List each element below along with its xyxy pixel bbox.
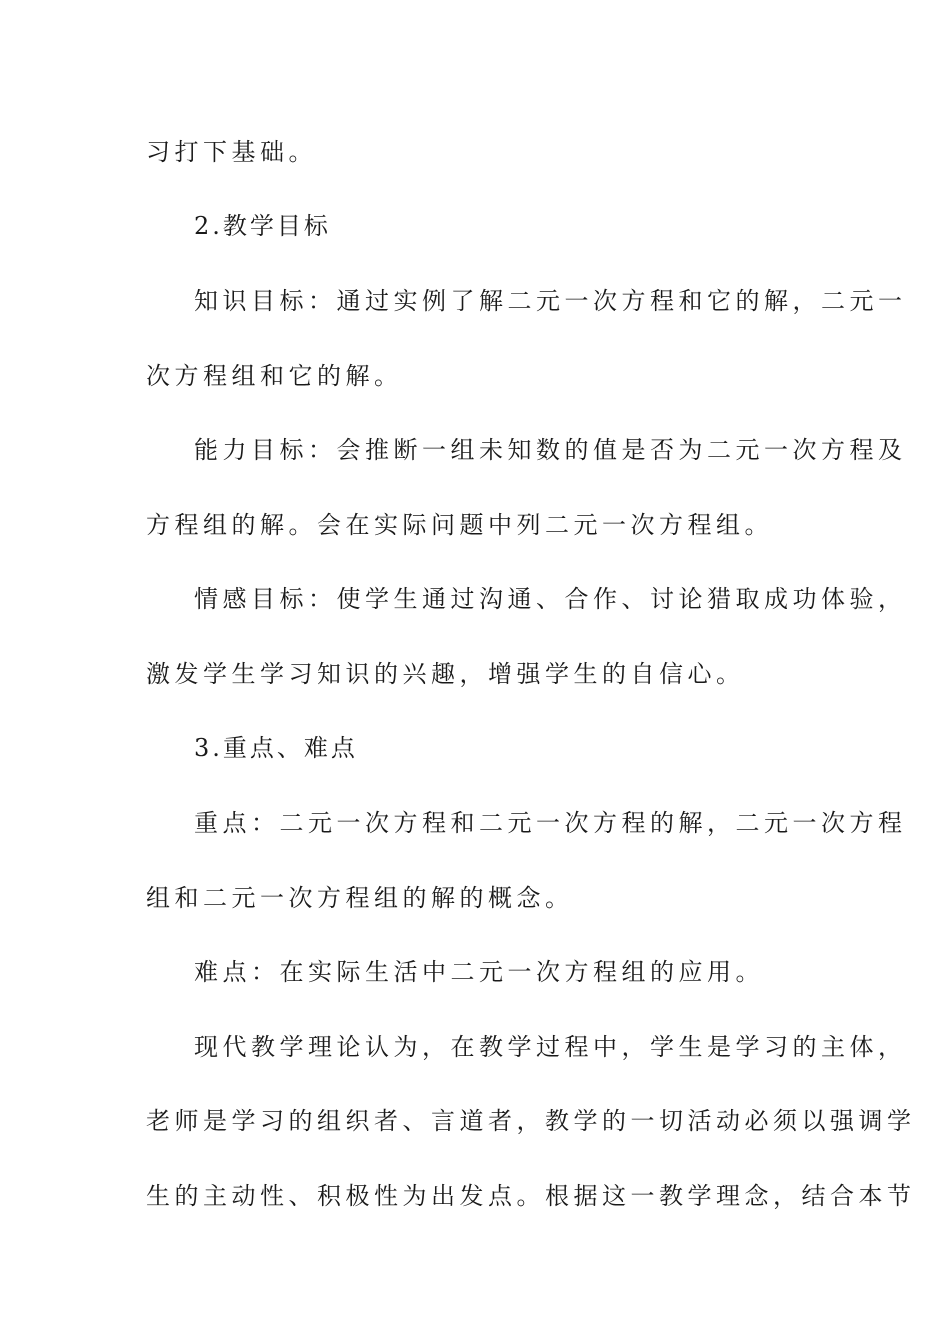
emotion-goal-line-1: 情感目标：使学生通过沟通、合作、讨论猎取成功体验， xyxy=(194,585,907,613)
difficulty-line: 难点：在实际生活中二元一次方程组的应用。 xyxy=(194,958,764,986)
theory-paragraph-line-3: 生的主动性、积极性为出发点。根据这一教学理念，结合本节 xyxy=(146,1182,916,1210)
section-heading-teaching-goals: 2.教学目标 xyxy=(194,212,331,240)
paragraph-continuation: 习打下基础。 xyxy=(146,138,317,166)
key-point-line-1: 重点：二元一次方程和二元一次方程的解，二元一次方程 xyxy=(194,809,907,837)
ability-goal-line-2: 方程组的解。会在实际问题中列二元一次方程组。 xyxy=(146,511,773,539)
theory-paragraph-line-1: 现代教学理论认为，在教学过程中，学生是学习的主体， xyxy=(194,1033,907,1061)
section-heading-key-points: 3.重点、难点 xyxy=(194,734,358,762)
ability-goal-line-1: 能力目标：会推断一组未知数的值是否为二元一次方程及 xyxy=(194,436,907,464)
knowledge-goal-line-1: 知识目标：通过实例了解二元一次方程和它的解，二元一 xyxy=(194,287,907,315)
theory-paragraph-line-2: 老师是学习的组织者、言道者，教学的一切活动必须以强调学 xyxy=(146,1107,916,1135)
emotion-goal-line-2: 激发学生学习知识的兴趣，增强学生的自信心。 xyxy=(146,660,745,688)
knowledge-goal-line-2: 次方程组和它的解。 xyxy=(146,362,403,390)
key-point-line-2: 组和二元一次方程组的解的概念。 xyxy=(146,884,574,912)
